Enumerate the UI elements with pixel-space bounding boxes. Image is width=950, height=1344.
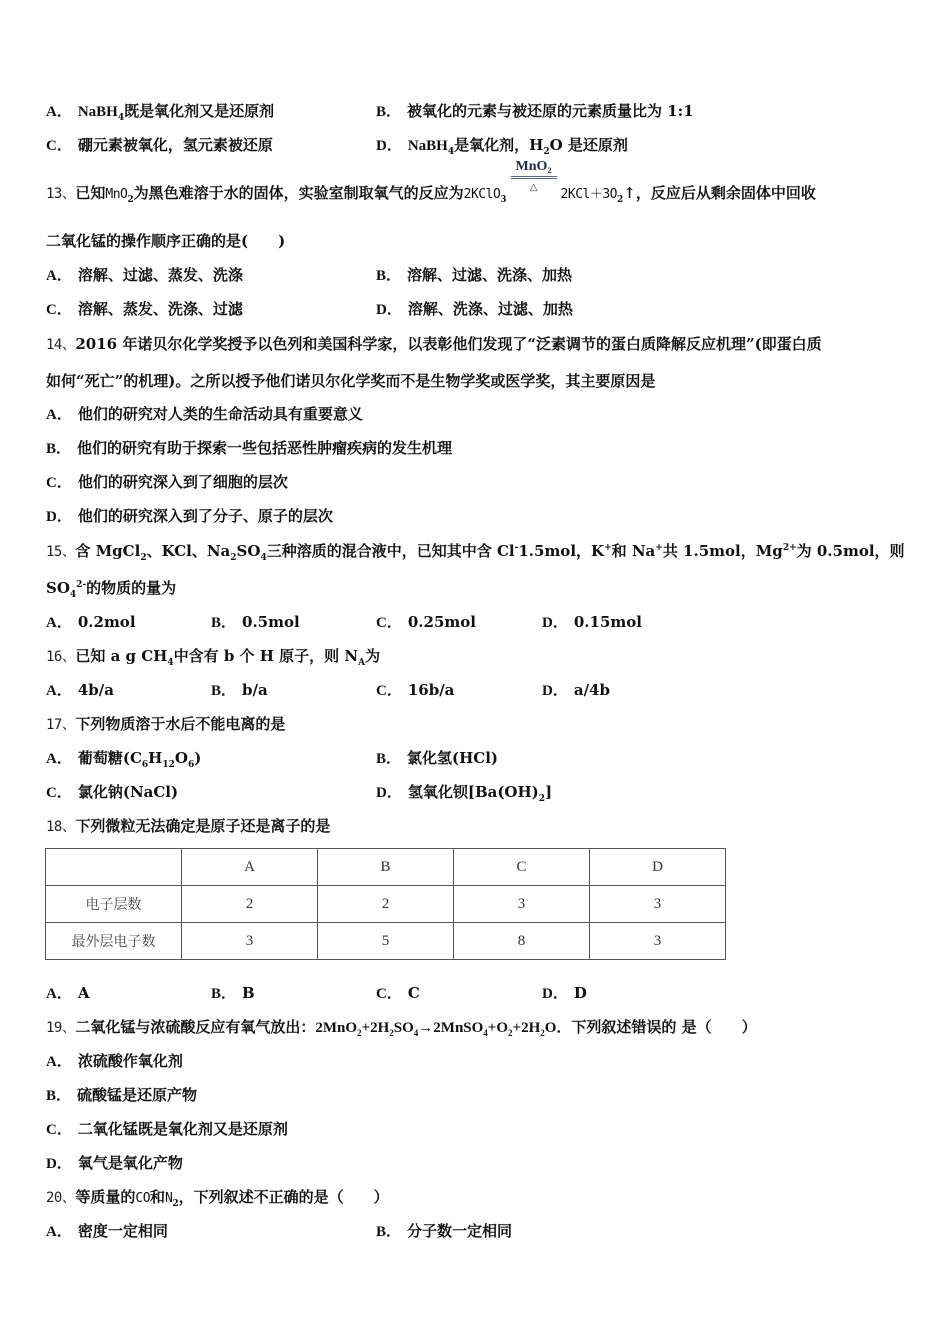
q12-options-row-1 <box>46 101 694 123</box>
table-cell: 3 <box>454 886 590 923</box>
q13-stem-line-2: 二氧化锰的操作顺序正确的是( ) <box>46 232 286 250</box>
q13-option-c[interactable]: C． 溶解、蒸发、洗涤、过滤 <box>46 300 243 318</box>
q19-option-c[interactable]: C． 二氧化锰既是氧化剂又是还原剂 <box>46 1120 288 1138</box>
table-header-cell: C <box>454 849 590 886</box>
table-cell: 2 <box>318 886 454 923</box>
q20-stem: 20、等质量的CO和$N_2$，下列叙述不正确的是（ ） <box>46 1188 389 1209</box>
q15-option-a[interactable]: A． 0.2mol <box>46 613 136 631</box>
table-header-cell: D <box>590 849 726 886</box>
q18-option-c[interactable]: C． C <box>376 984 420 1002</box>
q19-option-d[interactable]: D． 氧气是氧化产物 <box>46 1154 183 1172</box>
q20-option-b[interactable]: B． 分子数一定相同 <box>376 1222 513 1240</box>
q16-option-a[interactable]: A． 4b/a <box>46 681 114 699</box>
q19-stem: 19、二氧化锰与浓硫酸反应有氧气放出：$2MnO_2+2H_2SO_4\to 2MnSO_4+O_2+2H_2O$．下列叙述错误的 是（ ） <box>46 1018 757 1038</box>
q18-option-a[interactable]: A． A <box>46 984 90 1002</box>
q14-option-b[interactable]: B． 他们的研究有助于探索一些包括恶性肿瘤疾病的发生机理 <box>46 439 453 457</box>
gas-arrow-icon: ↑ <box>623 184 636 202</box>
q17-option-d[interactable]: D． 氢氧化钡$[Ba(OH)_2]$ <box>376 783 553 804</box>
table-row <box>46 923 726 960</box>
q14-option-a[interactable]: A． 他们的研究对人类的生命活动具有重要意义 <box>46 405 363 423</box>
table-row-label: 电子层数 <box>46 886 182 923</box>
catalyst-label: MnO₂ <box>511 158 557 179</box>
q15-stem-line-1: 15、含 MgCl$_2$、KCl、$Na_2SO_4$三种溶质的混合液中，已知其中含 Cl-1.5mol，K+和 Na+共 1.5mol，$Mg^{2+}$为 0.5mol，则 <box>46 542 905 563</box>
q14-option-d[interactable]: D． 他们的研究深入到了分子、原子的层次 <box>46 507 333 525</box>
q17-stem: 17、下列物质溶于水后不能电离的是 <box>46 715 286 733</box>
q14-stem-line-2: 如何“死亡”的机理)。之所以授予他们诺贝尔化学奖而不是生物学奖或医学奖，其主要原因是 <box>46 372 656 390</box>
q18-options-row <box>0 983 950 1003</box>
q12-option-a[interactable]: A． NaBH$_4$既是氧化剂又是还原剂 <box>46 102 275 123</box>
q17-options-row-1 <box>46 748 499 770</box>
q16-option-b[interactable]: B． b/a <box>211 681 268 699</box>
q20-options-row <box>46 1221 513 1242</box>
q15-option-d[interactable]: D． 0.15mol <box>542 613 642 631</box>
table-row-label: 最外层电子数 <box>46 923 182 960</box>
q16-stem: 16、已知 a g $CH_4$中含有 b 个 H 原子，则 $N_A$为 <box>46 647 381 668</box>
q13-options-row-1 <box>46 265 573 286</box>
table-cell: 3 <box>590 886 726 923</box>
q15-option-c[interactable]: C． 0.25mol <box>376 613 476 631</box>
q13-options-row-2 <box>46 299 573 320</box>
q15-options-row <box>0 612 950 632</box>
q14-option-c[interactable]: C． 他们的研究深入到了细胞的层次 <box>46 473 288 491</box>
q19-option-b[interactable]: B． 硫酸锰是还原产物 <box>46 1086 198 1104</box>
q17-option-b[interactable]: B． 氯化氢(HCl) <box>376 749 499 767</box>
table-cell: 3 <box>182 923 318 960</box>
table-cell: 5 <box>318 923 454 960</box>
table-cell: 3 <box>590 923 726 960</box>
q18-option-d[interactable]: D． D <box>542 984 587 1002</box>
table-header-cell: A <box>182 849 318 886</box>
q12-option-d[interactable]: D． NaBH$_4$是氧化剂，$H_2O$ 是还原剂 <box>376 136 628 157</box>
table-header-cell <box>46 849 182 886</box>
q17-options-row-2 <box>46 782 553 804</box>
q13-stem-line-1: 13、已知MnO$_2$为黑色难溶于水的固体，实验室制取氧气的反应为2KClO$_3$ MnO₂ △ $2KCl+3O_2↑$，反应后从剩余固体中回收 <box>46 159 816 205</box>
q16-option-d[interactable]: D． a/4b <box>542 681 610 699</box>
table-header-row <box>46 849 726 886</box>
reaction-condition <box>511 159 557 198</box>
table-row <box>46 886 726 923</box>
table-cell: 8 <box>454 923 590 960</box>
electron-shell-table <box>45 848 726 960</box>
q13-option-d[interactable]: D． 溶解、洗涤、过滤、加热 <box>376 300 573 318</box>
q17-option-a[interactable]: A． 葡萄糖$(C_6H_{12}O_6)$ <box>46 749 202 770</box>
q19-option-a[interactable]: A． 浓硫酸作氧化剂 <box>46 1052 183 1070</box>
q12-options-row-2 <box>46 135 628 157</box>
heat-symbol: △ <box>529 182 538 193</box>
q15-stem-line-2: $SO_4^{2-}$的物质的量为 <box>46 579 177 600</box>
q16-option-c[interactable]: C． 16b/a <box>376 681 455 699</box>
q13-option-a[interactable]: A． 溶解、过滤、蒸发、洗涤 <box>46 266 243 284</box>
q14-stem-line-1: 14、2016 年诺贝尔化学奖授予以色列和美国科学家，以表彰他们发现了“泛素调节的蛋白质降解反应机理”(即蛋白质 <box>46 335 822 353</box>
q12-option-b[interactable]: B． 被氧化的元素与被还原的元素质量比为 1:1 <box>376 102 694 120</box>
q20-option-a[interactable]: A． 密度一定相同 <box>46 1222 168 1240</box>
q15-option-b[interactable]: B． 0.5mol <box>211 613 300 631</box>
q12-option-c[interactable]: C． 硼元素被氧化，氢元素被还原 <box>46 136 273 154</box>
q17-option-c[interactable]: C． 氯化钠(NaCl) <box>46 783 179 801</box>
reaction-equation: $2MnO_2+2H_2SO_4\to 2MnSO_4+O_2+2H_2O$ <box>315 1020 557 1038</box>
q18-stem: 18、下列微粒无法确定是原子还是离子的是 <box>46 817 331 835</box>
q16-options-row <box>0 680 950 700</box>
table-cell: 2 <box>182 886 318 923</box>
table-header-cell: B <box>318 849 454 886</box>
q13-option-b[interactable]: B． 溶解、过滤、洗涤、加热 <box>376 266 573 284</box>
q18-option-b[interactable]: B． B <box>211 984 255 1002</box>
